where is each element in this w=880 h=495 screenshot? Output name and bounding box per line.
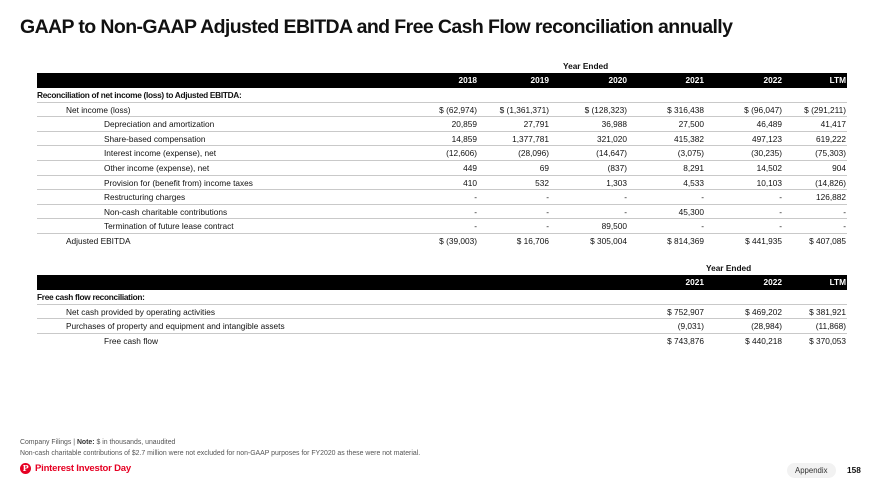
table-cell: $ 469,202 [745,306,782,317]
table-row [37,234,847,249]
table-row [37,205,847,220]
footer-source [20,439,175,446]
table-cell: 14,502 [756,162,782,173]
row-label: Restructuring charges [104,192,186,203]
table-cell: - [546,192,549,203]
table-cell: $ 381,921 [809,306,846,317]
table-cell: - [779,206,782,217]
column-header: 2019 [530,75,549,85]
table-cell: $ 407,085 [809,235,846,246]
table-cell: - [624,192,627,203]
table-cell: (11,868) [815,321,846,332]
table-cell: - [843,206,846,217]
table-cell: - [701,221,704,232]
table-cell: (837) [607,162,627,173]
section-label: Reconciliation of net income (loss) to Adjusted EBITDA: [37,90,242,100]
row-label: Net income (loss) [66,104,131,115]
section-label-row [37,290,847,305]
table-cell: $ 316,438 [667,104,704,115]
column-header: 2021 [685,277,704,287]
page-title: GAAP to Non-GAAP Adjusted EBITDA and Free Cash Flow reconciliation annually [20,16,733,38]
footer-note: Non-cash charitable contributions of $2.7 million were not excluded for non-GAAP purposes for FY2020 as these were not material. [20,450,421,457]
table-cell: 45,300 [678,206,704,217]
table-cell: - [546,206,549,217]
column-header: 2021 [685,75,704,85]
page-number: 158 [847,465,861,475]
table-cell: 27,500 [678,119,704,130]
table-cell: (9,031) [677,321,704,332]
table-cell: 89,500 [601,221,627,232]
table-cell: 1,377,781 [512,133,549,144]
table-row [37,161,847,176]
table-cell: $ 743,876 [667,335,704,346]
table-cell: $ 305,004 [590,235,627,246]
row-label: Free cash flow [104,335,158,346]
pinterest-logo-icon: P [20,463,31,474]
table-cell: 41,417 [820,119,846,130]
table-cell: $ (1,361,371) [499,104,549,115]
table-cell: (75,303) [815,148,846,159]
table-header [37,73,847,88]
row-label: Provision for (benefit from) income taxes [104,177,253,188]
table-cell: (12,606) [446,148,477,159]
table-row [37,334,847,349]
table-cell: $ (39,003) [439,235,477,246]
table-cell: 415,382 [674,133,704,144]
row-label: Interest income (expense), net [104,148,217,159]
table-row [37,305,847,320]
table-cell: 8,291 [683,162,704,173]
table-cell: 1,303 [606,177,627,188]
source-text: Company Filings | [20,439,77,446]
table-cell: (3,075) [677,148,704,159]
table-cell: 532 [535,177,549,188]
column-header: LTM [829,277,846,287]
row-label: Net cash provided by operating activities [66,306,215,317]
table-cell: 10,103 [756,177,782,188]
appendix-badge: Appendix [787,463,836,478]
row-label: Share-based compensation [104,133,206,144]
section-label: Free cash flow reconciliation: [37,292,145,302]
section-label-row [37,88,847,103]
table-row [37,176,847,191]
table-cell: $ 16,706 [516,235,549,246]
fcf-reconciliation-table [37,262,847,348]
table-cell: (14,826) [815,177,846,188]
table-cell: 20,859 [451,119,477,130]
table-cell: 46,489 [756,119,782,130]
row-label: Depreciation and amortization [104,119,215,130]
table-row [37,103,847,118]
table-row [37,319,847,334]
table-cell: - [474,192,477,203]
column-header: 2022 [763,75,782,85]
year-ended-label: Year Ended [706,263,752,273]
row-label: Non-cash charitable contributions [104,206,228,217]
table-cell: $ (62,974) [439,104,477,115]
table-cell: $ 441,935 [745,235,782,246]
table-cell: 126,882 [816,192,846,203]
table-cell: - [843,221,846,232]
row-label: Termination of future lease contract [104,221,234,232]
column-header: LTM [829,75,846,85]
table-row [37,190,847,205]
ebitda-reconciliation-table [37,60,847,249]
note-label: Note: [76,439,95,446]
row-label: Other income (expense), net [104,162,210,173]
table-cell: 321,020 [597,133,627,144]
column-header: 2018 [458,75,477,85]
row-label: Purchases of property and equipment and intangible assets [66,321,285,332]
year-ended-label: Year Ended [563,61,609,71]
brand-name: Pinterest Investor Day [35,463,131,474]
table-row [37,146,847,161]
table-cell: $ 752,907 [667,306,704,317]
table-cell: - [474,221,477,232]
table-cell: - [701,192,704,203]
note-text: $ in thousands, unaudited [94,439,176,446]
table-cell: (30,235) [751,148,782,159]
table-cell: 14,859 [451,133,477,144]
table-cell: 497,123 [752,133,782,144]
table-cell: 36,988 [601,119,627,130]
table-row [37,132,847,147]
row-label: Adjusted EBITDA [66,235,131,246]
table-cell: 27,791 [523,119,549,130]
table-row [37,219,847,234]
table-cell: - [779,192,782,203]
table-cell: - [779,221,782,232]
column-header: 2022 [763,277,782,287]
table-header [37,275,847,290]
table-cell: 4,533 [683,177,704,188]
table-cell: 904 [832,162,846,173]
table-cell: (28,984) [751,321,782,332]
table-cell: $ (96,047) [744,104,782,115]
table-row [37,117,847,132]
brand [20,463,131,474]
table-cell: 619,222 [816,133,846,144]
table-cell: $ 440,218 [745,335,782,346]
table-cell: - [474,206,477,217]
table-cell: 410 [463,177,477,188]
table-cell: - [624,206,627,217]
table-cell: $ (128,323) [584,104,627,115]
table-cell: 449 [463,162,477,173]
table-cell: - [546,221,549,232]
table-cell: 69 [539,162,549,173]
column-header: 2020 [608,75,627,85]
table-cell: $ (291,211) [804,104,846,115]
table-cell: (14,647) [596,148,627,159]
table-cell: $ 370,053 [809,335,846,346]
table-cell: $ 814,369 [667,235,704,246]
table-cell: (28,096) [518,148,549,159]
